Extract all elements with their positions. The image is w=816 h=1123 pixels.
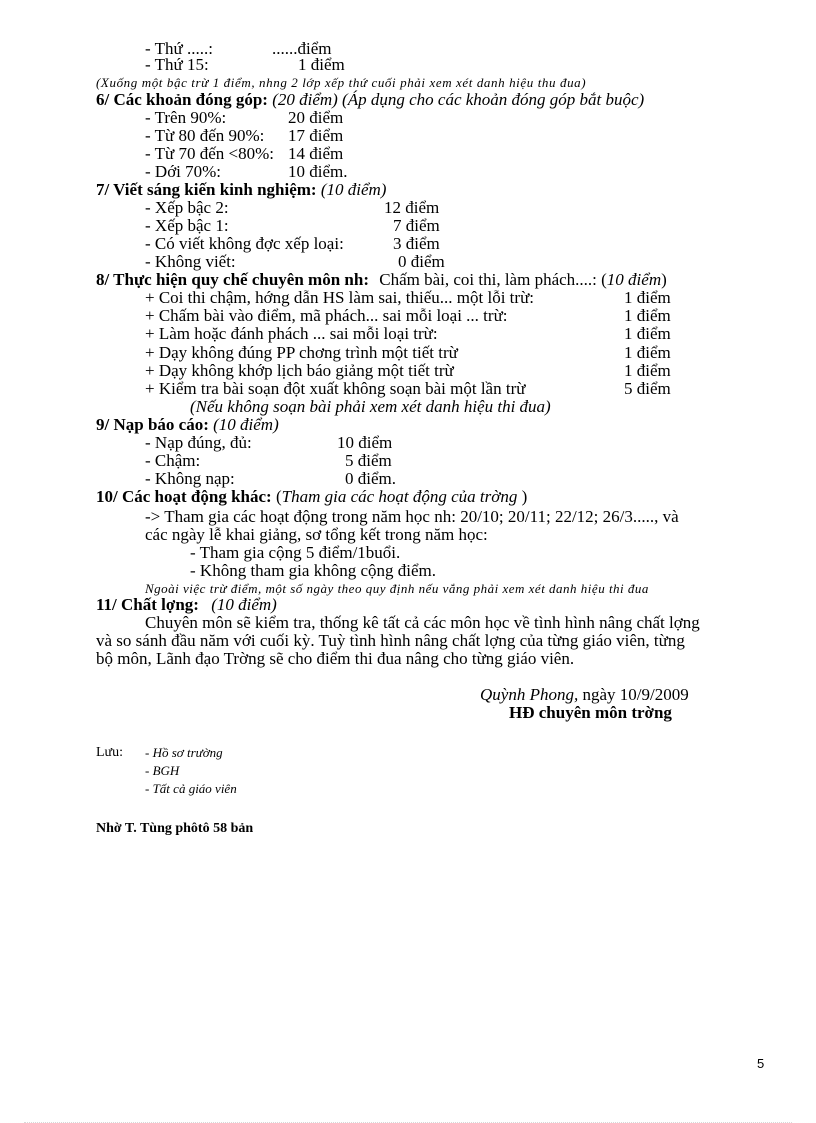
s8-item-label: + Dạy không đúng PP chơng trình một tiết trừ bbox=[145, 343, 458, 362]
s7-item-points: 0 điểm bbox=[398, 252, 445, 271]
s8-item-points: 1 điểm bbox=[624, 361, 671, 380]
section-11-paragraph-line: Chuyên môn sẽ kiểm tra, thống kê tất cả các môn học về tình hình nâng chất lợng bbox=[145, 613, 700, 632]
luu-item: - Hồ sơ trường bbox=[145, 745, 223, 760]
section-7-heading bbox=[96, 181, 386, 199]
s9-item-points: 10 điểm bbox=[337, 433, 393, 452]
section-9-subtitle: (10 điểm) bbox=[213, 415, 279, 434]
rank-other-points: ......điểm bbox=[272, 39, 332, 58]
section-11-paragraph-line: bộ môn, Lãnh đạo Trờng sẽ cho điểm thi đua nâng cho từng giáo viên. bbox=[96, 649, 575, 668]
section-10-heading bbox=[96, 488, 527, 506]
luu-item: - Tất cả giáo viên bbox=[145, 781, 237, 796]
section-11-heading bbox=[96, 596, 277, 614]
page-number: 5 bbox=[757, 1056, 765, 1071]
section-8-title: 8/ Thực hiện quy chế chuyên môn nh: bbox=[96, 270, 369, 289]
s8-item-points: 1 điểm bbox=[624, 324, 671, 343]
photocopy-note: Nhờ T. Tùng phôtô 58 bản bbox=[96, 821, 254, 836]
section-6-subtitle: (20 điểm) (Áp dụng cho các khoản đóng góp bắt buộc) bbox=[272, 90, 645, 109]
s7-item-label: - Xếp bậc 1: bbox=[145, 216, 229, 235]
rank-15-label: - Thứ 15: bbox=[145, 55, 209, 74]
s8-item-points: 1 điểm bbox=[624, 306, 671, 325]
s9-item-label: - Không nạp: bbox=[145, 469, 235, 488]
signature-place-date bbox=[480, 686, 689, 704]
section-10-line: -> Tham gia các hoạt động trong năm học nh: 20/10; 20/11; 22/12; 26/3....., và bbox=[145, 507, 679, 526]
rank-15-points: 1 điểm bbox=[298, 55, 345, 74]
section-11-subtitle: (10 điểm) bbox=[211, 595, 277, 614]
s8-item-label: + Chấm bài vào điểm, mã phách... sai mỗi loại ... trừ: bbox=[145, 306, 508, 325]
section-8-heading bbox=[96, 271, 667, 289]
s7-item-points: 12 điểm bbox=[384, 198, 440, 217]
s6-item-points: 17 điểm bbox=[288, 126, 344, 145]
s7-item-label: - Không viết: bbox=[145, 252, 236, 271]
luu-label: Lưu: bbox=[96, 745, 124, 760]
s9-item-points: 0 điểm. bbox=[345, 469, 396, 488]
s7-item-label: - Có viết không đợc xếp loại: bbox=[145, 234, 344, 253]
section-6-heading bbox=[96, 91, 644, 109]
section-10-title: 10/ Các hoạt động khác: bbox=[96, 487, 272, 506]
section-10-subtitle: Tham gia các hoạt động của trờng bbox=[281, 487, 518, 506]
section-11-title: 11/ Chất lợng: bbox=[96, 595, 199, 614]
s9-item-points: 5 điểm bbox=[345, 451, 392, 470]
s8-item-points: 1 điểm bbox=[624, 343, 671, 362]
section-10-line: - Tham gia cộng 5 điểm/1buổi. bbox=[190, 543, 401, 562]
s6-item-label: - Từ 80 đến 90%: bbox=[145, 126, 265, 145]
rank-note: (Xuống một bậc trừ 1 điểm, nhng 2 lớp xếp thứ cuối phải xem xét danh hiệu thu đua) bbox=[96, 75, 587, 90]
s6-item-label: - Dới 70%: bbox=[145, 162, 222, 181]
section-6-title: 6/ Các khoản đóng góp: bbox=[96, 90, 268, 109]
s7-item-points: 7 điểm bbox=[393, 216, 440, 235]
s7-item-points: 3 điểm bbox=[393, 234, 440, 253]
signature-title: HĐ chuyên môn trờng bbox=[509, 703, 672, 722]
signature-place: Quỳnh Phong, bbox=[480, 685, 579, 704]
section-9-title: 9/ Nạp báo cáo: bbox=[96, 415, 209, 434]
section-10-line: - Không tham gia không cộng điểm. bbox=[190, 561, 436, 580]
section-8-points: 10 điểm bbox=[606, 270, 662, 289]
s7-item-label: - Xếp bậc 2: bbox=[145, 198, 229, 217]
s6-item-points: 20 điểm bbox=[288, 108, 344, 127]
section-10-open-paren: ( bbox=[275, 487, 282, 506]
s8-item-label: + Dạy không khớp lịch báo giảng một tiết trừ bbox=[145, 361, 454, 380]
luu-item: - BGH bbox=[145, 763, 180, 778]
section-11-paragraph-line: và so sánh đầu năm với cuối kỳ. Tuỳ tình hình nâng chất lợng của từng giáo viên, từng bbox=[96, 631, 685, 650]
section-9-heading bbox=[96, 416, 279, 434]
s9-item-label: - Nạp đúng, đủ: bbox=[145, 433, 252, 452]
s8-item-label: + Coi thi chậm, hớng dẫn HS làm sai, thiếu... một lỗi trừ: bbox=[145, 288, 535, 307]
section-8-desc: Chấm bài, coi thi, làm phách....: ( bbox=[379, 270, 607, 289]
s8-item-points: 5 điểm bbox=[624, 379, 671, 398]
s9-item-label: - Chậm: bbox=[145, 451, 201, 470]
s6-item-label: - Trên 90%: bbox=[145, 108, 227, 127]
section-10-note: Ngoài việc trừ điểm, một số ngày theo quy định nếu vắng phải xem xét danh hiệu thi đua bbox=[145, 581, 649, 596]
section-7-title: 7/ Viết sáng kiến kinh nghiệm: bbox=[96, 180, 317, 199]
s6-item-points: 14 điểm bbox=[288, 144, 344, 163]
section-10-line: các ngày lễ khai giảng, sơ tổng kết trong năm học: bbox=[145, 525, 488, 544]
rank-other-label: - Thứ .....: bbox=[145, 39, 213, 58]
signature-date: ngày 10/9/2009 bbox=[582, 685, 689, 704]
s6-item-points: 10 điểm. bbox=[288, 162, 348, 181]
section-10-close-paren: ) bbox=[521, 487, 528, 506]
section-8-note: (Nếu không soạn bài phải xem xét danh hiệu thi đua) bbox=[190, 397, 551, 416]
s8-item-label: + Làm hoặc đánh phách ... sai mỗi loại trừ: bbox=[145, 324, 438, 343]
section-8-close-paren: ) bbox=[661, 270, 667, 289]
s8-item-label: + Kiểm tra bài soạn đột xuất không soạn bài một lần trừ bbox=[145, 379, 526, 398]
s6-item-label: - Từ 70 đến <80%: bbox=[145, 144, 274, 163]
section-7-subtitle: (10 điểm) bbox=[320, 180, 387, 199]
s8-item-points: 1 điểm bbox=[624, 288, 671, 307]
